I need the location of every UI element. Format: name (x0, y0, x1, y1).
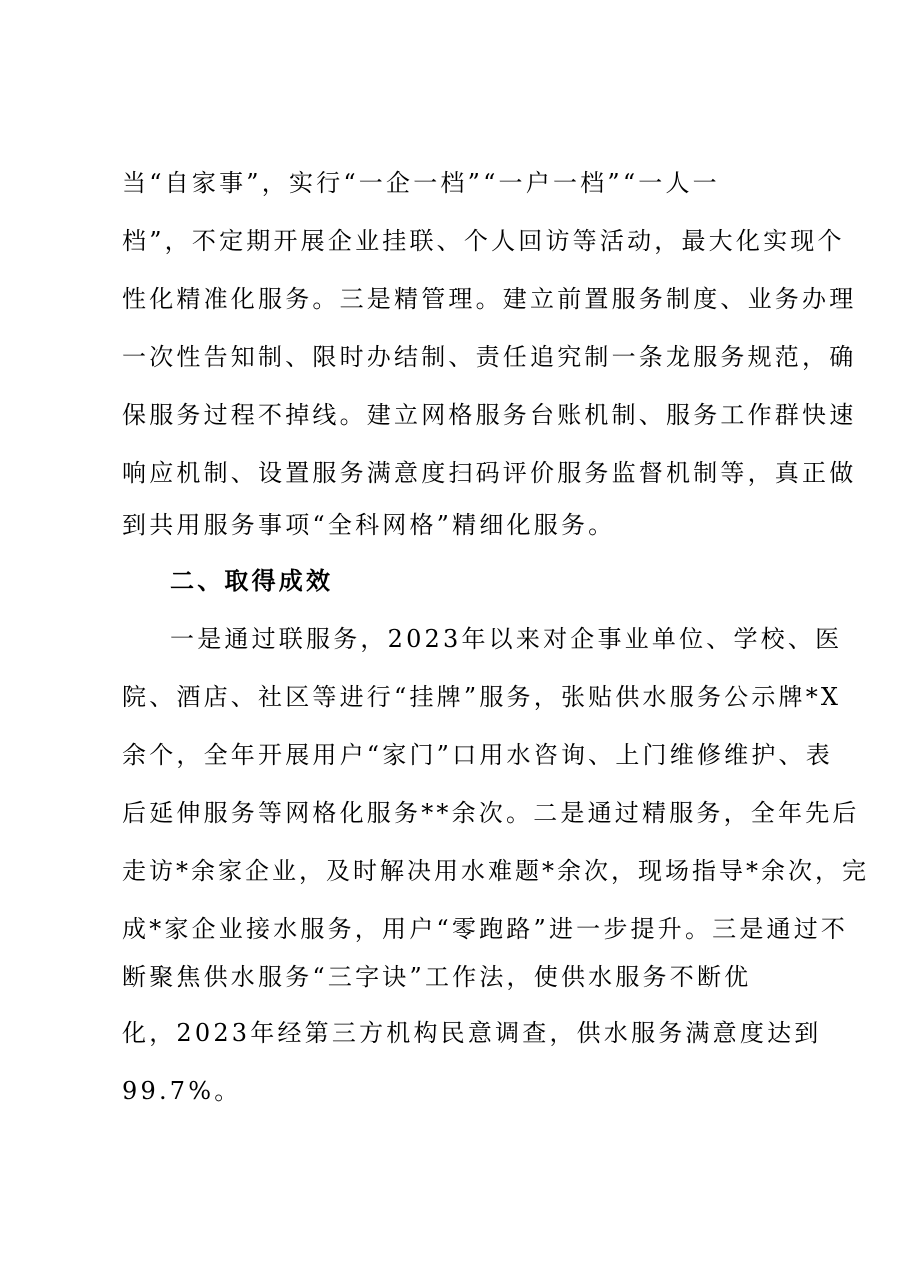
body-line-2: 档”，不定期开展企业挂联、个人回访等活动，最大化实现个 (122, 227, 845, 255)
body-line-6: 响应机制、设置服务满意度扫码评价服务监督机制等，真正做 (122, 459, 857, 487)
body-line-5: 保服务过程不掉线。建立网格服务台账机制、服务工作群快速 (122, 401, 857, 429)
body-line-4: 一次性告知制、限时办结制、责任追究制一条龙服务规范，确 (122, 343, 857, 371)
body-line-9: 院、酒店、社区等进行“挂牌”服务，张贴供水服务公示牌*X (122, 683, 842, 711)
body-line-8: 一是通过联服务，2023年以来对企事业单位、学校、医 (170, 625, 843, 653)
body-line-14: 断聚焦供水服务“三字诀”工作法，使供水服务不断优 (122, 963, 752, 991)
body-line-3: 性化精准化服务。三是精管理。建立前置服务制度、业务办理 (122, 285, 857, 313)
body-line-16: 99.7%。 (122, 1077, 242, 1105)
body-line-7: 到共用服务事项“全科网格”精细化服务。 (122, 511, 616, 539)
body-line-12: 走访*余家企业，及时解决用水难题*余次，现场指导*余次，完 (122, 857, 869, 885)
body-line-10: 余个，全年开展用户“家门”口用水咨询、上门维修维护、表 (122, 741, 833, 769)
body-line-1: 当“自家事”，实行“一企一档”“一户一档”“一人一 (122, 169, 720, 197)
body-line-11: 后延伸服务等网格化服务**余次。二是通过精服务，全年先后 (122, 799, 860, 827)
body-line-13: 成*家企业接水服务，用户“零跑路”进一步提升。三是通过不 (122, 915, 849, 943)
body-line-15: 化，2023年经第三方机构民意调查，供水服务满意度达到 (122, 1019, 822, 1047)
section-heading: 二、取得成效 (170, 567, 334, 595)
